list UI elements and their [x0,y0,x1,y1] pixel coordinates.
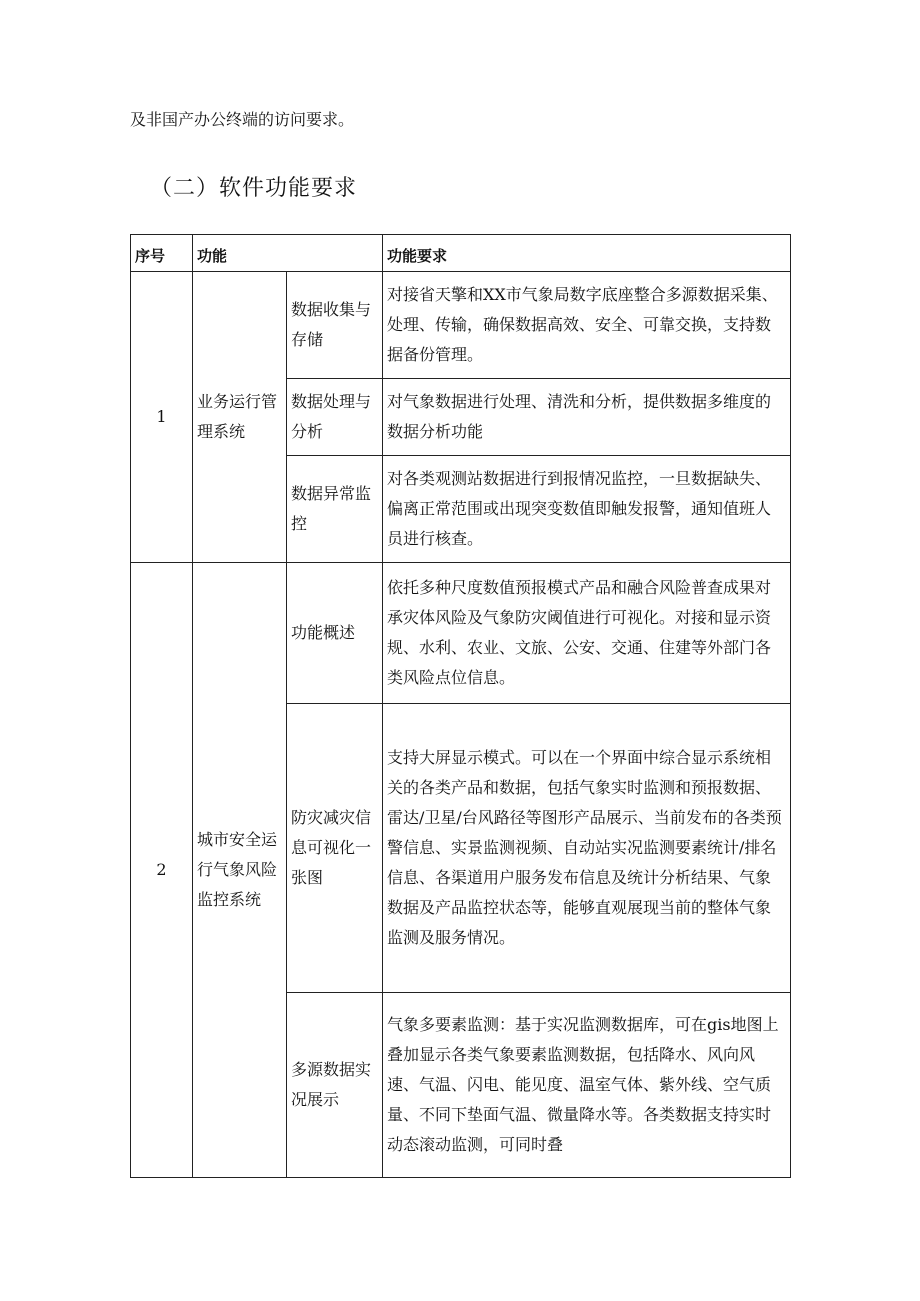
header-seq: 序号 [131,235,193,272]
system-cell: 城市安全运行气象风险监控系统 [193,563,287,1178]
table-row [131,563,791,704]
requirements-table [130,234,791,1178]
requirement-cell: 依托多种尺度数值预报模式产品和融合风险普查成果对承灾体风险及气象防灾阈值进行可视化。对接和显示资规、水利、农业、文旅、公安、交通、住建等外部门各类风险点位信息。 [383,563,791,704]
requirement-cell: 对接省天擎和XX市气象局数字底座整合多源数据采集、处理、传输，确保数据高效、安全、可靠交换，支持数据备份管理。 [383,272,791,379]
header-requirement: 功能要求 [383,235,791,272]
table-row [131,272,791,379]
function-cell: 功能概述 [287,563,383,704]
header-function: 功能 [193,235,383,272]
intro-paragraph: 及非国产办公终端的访问要求。 [130,110,355,129]
system-cell: 业务运行管理系统 [193,272,287,563]
function-cell: 防灾减灾信息可视化一张图 [287,704,383,993]
seq-cell: 2 [131,563,193,1178]
function-cell: 数据收集与存储 [287,272,383,379]
function-cell: 数据异常监控 [287,456,383,563]
requirement-cell: 气象多要素监测：基于实况监测数据库，可在gis地图上叠加显示各类气象要素监测数据，包括降水、风向风速、气温、闪电、能见度、温室气体、紫外线、空气质量、不同下垫面气温、微量降水等。各类数据支持实时动态滚动监测，可同时叠 [383,993,791,1178]
requirement-cell: 支持大屏显示模式。可以在一个界面中综合显示系统相关的各类产品和数据，包括气象实时监测和预报数据、雷达/卫星/台风路径等图形产品展示、当前发布的各类预警信息、实景监测视频、自动站实况监测要素统计/排名信息、各渠道用户服务发布信息及统计分析结果、气象数据及产品监控状态等，能够直观展现当前的整体气象监测及服务情况。 [383,704,791,993]
requirement-cell: 对气象数据进行处理、清洗和分析，提供数据多维度的数据分析功能 [383,379,791,456]
seq-cell: 1 [131,272,193,563]
section-heading: （二）软件功能要求 [150,176,358,201]
function-cell: 数据处理与分析 [287,379,383,456]
requirement-cell: 对各类观测站数据进行到报情况监控，一旦数据缺失、偏离正常范围或出现突变数值即触发报警，通知值班人员进行核查。 [383,456,791,563]
function-cell: 多源数据实况展示 [287,993,383,1178]
table-header-row [131,235,791,272]
